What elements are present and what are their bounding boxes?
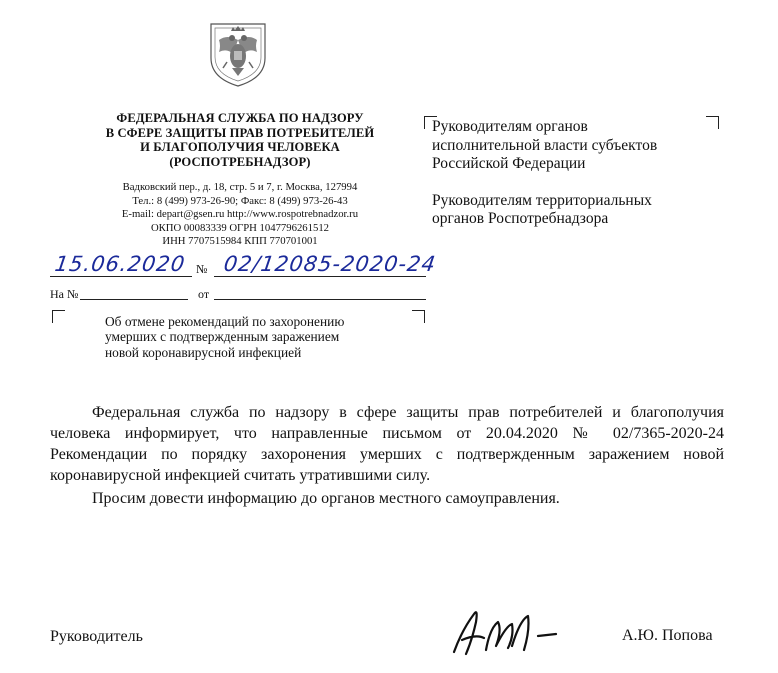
agency-line: В СФЕРЕ ЗАЩИТЫ ПРАВ ПОТРЕБИТЕЛЕЙ bbox=[105, 125, 375, 140]
recipient-line: Руководителям органов bbox=[432, 118, 588, 135]
from-label: от bbox=[198, 287, 210, 301]
reference-label: На № bbox=[50, 287, 79, 301]
reference-underline bbox=[80, 299, 188, 300]
email-line: E-mail: depart@gsen.ru http://www.rospotrebnadzor.ru bbox=[121, 208, 359, 221]
agency-contacts bbox=[60, 181, 420, 249]
recipient-line: органов Роспотребнадзора bbox=[432, 210, 609, 228]
date-underline bbox=[50, 276, 192, 277]
recipient-line: Российской Федерации bbox=[432, 155, 586, 173]
number-label: № bbox=[196, 262, 208, 276]
signer-name: А.Ю. Попова bbox=[622, 627, 713, 644]
subject-corner-left bbox=[52, 310, 65, 323]
body-paragraph: Просим довести информацию до органов местного самоуправления. bbox=[92, 490, 560, 507]
subject-corner-right bbox=[412, 310, 425, 323]
agency-line: ФЕДЕРАЛЬНАЯ СЛУЖБА ПО НАДЗОРУ bbox=[116, 111, 364, 125]
coat-of-arms-icon bbox=[207, 18, 269, 88]
letter-subject bbox=[105, 314, 405, 360]
subject-line: умерших с подтвержденным заражением bbox=[105, 329, 340, 345]
from-underline bbox=[214, 299, 426, 300]
agency-line: И БЛАГОПОЛУЧИЯ ЧЕЛОВЕКА bbox=[140, 140, 340, 155]
recipient-line: исполнительной власти субъектов bbox=[432, 136, 658, 154]
address-line: Вадковский пер., д. 18, стр. 5 и 7, г. Москва, 127994 bbox=[122, 181, 358, 193]
agency-name bbox=[60, 111, 420, 169]
registration-number: 02/12085-2020-24 bbox=[222, 252, 438, 276]
inn-line: ИНН 7707515984 КПП 770701001 bbox=[162, 235, 318, 248]
phone-line: Тел.: 8 (499) 973-26-90; Факс: 8 (499) 973-26-43 bbox=[132, 194, 348, 207]
registration-date: 15.06.2020 bbox=[53, 252, 187, 276]
agency-line: (РОСПОТРЕБНАДЗОР) bbox=[169, 154, 311, 169]
letter-body bbox=[50, 402, 724, 509]
recipient-line: Руководителям территориальных bbox=[432, 191, 652, 209]
okpo-line: ОКПО 00083339 ОГРН 1047796261512 bbox=[150, 221, 330, 234]
number-underline bbox=[214, 276, 426, 277]
signer-title: Руководитель bbox=[50, 628, 143, 645]
subject-line: новой коронавирусной инфекцией bbox=[105, 344, 302, 360]
handwritten-signature-icon bbox=[448, 600, 568, 662]
subject-line: Об отмене рекомендаций по захоронению bbox=[105, 314, 345, 329]
body-paragraph: Федеральная служба по надзору в сфере защиты прав потребителей и благополучия человека информирует, что направленные письмом от 20.04.2020 № 02/7365-2020-24 Рекомендации по порядку захоронения умерших с подтвержденным заражением новой коронавирусной инфекцией считать утратившими силу. bbox=[50, 404, 724, 484]
recipients-block bbox=[432, 118, 752, 229]
